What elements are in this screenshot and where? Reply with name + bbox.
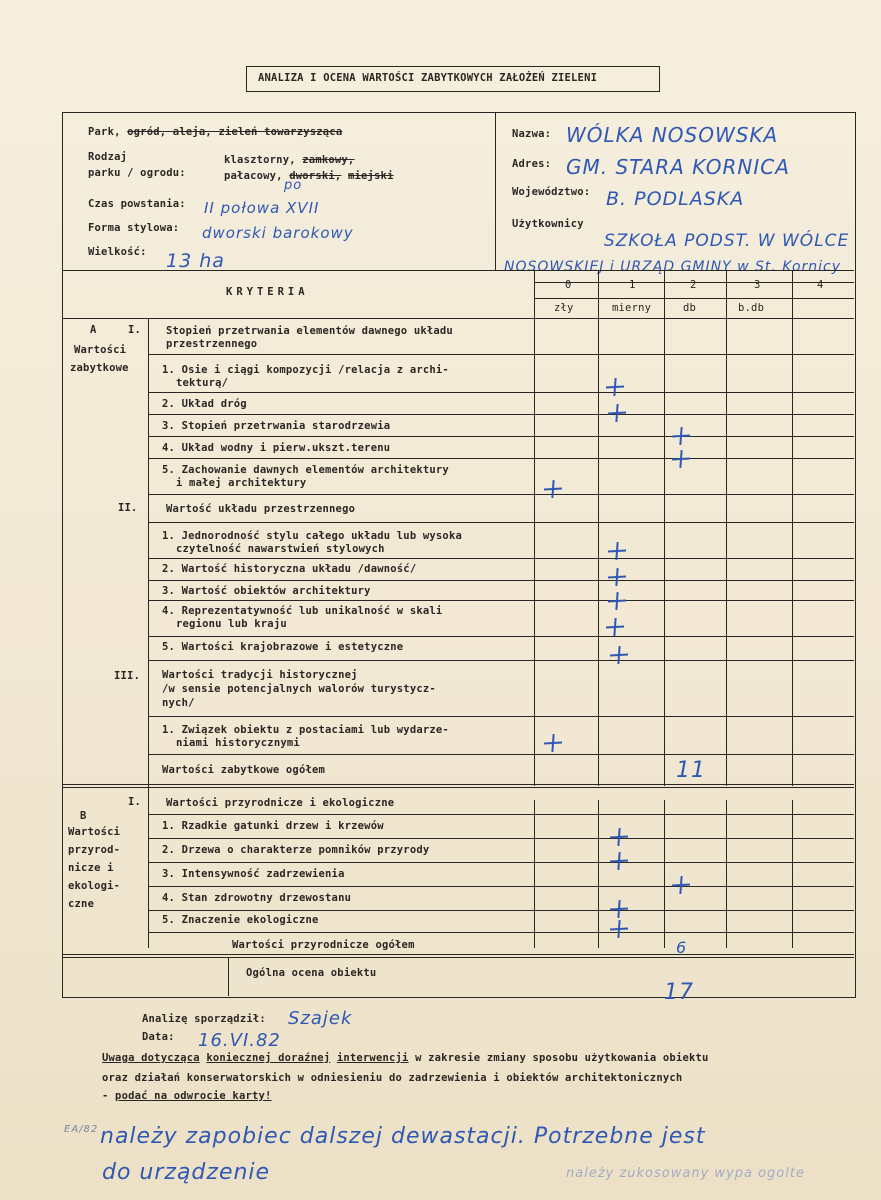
scale-col-3b: [726, 800, 727, 948]
scale-label-mierny: mierny: [612, 302, 652, 314]
crit-i-1a: 1. Osie i ciągi kompozycji /relacja z archi-: [162, 364, 449, 376]
check-mark-b-3: [672, 876, 690, 894]
row-line: [148, 910, 854, 911]
crit-i-1b: tekturą/: [176, 377, 229, 389]
section-b-name-1: Wartości: [68, 826, 121, 838]
scale-num-4: 4: [817, 279, 824, 291]
footer-note-line-2: oraz działań konserwatorskich w odniesieniu do zadrzewienia i obiektów architektonicznych: [102, 1072, 683, 1084]
crit-ii-1a: 1. Jednorodność stylu całego układu lub wysoka: [162, 530, 462, 542]
crit-b-5: 5. Znaczenie ekologiczne: [162, 914, 319, 926]
handwriting-uzytkownicy-1: SZKOŁA PODST. W WÓLCE: [604, 231, 850, 251]
handwriting-forma: dworski barokowy: [202, 224, 354, 242]
handwriting-pol: po: [284, 178, 303, 193]
signature: Szajek: [288, 1008, 353, 1029]
scale-label-line: [534, 298, 854, 299]
check-mark-b-4: [610, 900, 628, 918]
check-mark-b-2: [610, 852, 628, 870]
row-line: [148, 458, 854, 459]
check-mark-ii-2: [608, 568, 626, 586]
crit-ii-1b: czytelność nawarstwień stylowych: [176, 543, 385, 555]
check-mark-b-5: [610, 920, 628, 938]
row-line: [148, 862, 854, 863]
row-line: [148, 886, 854, 887]
kryteria-heading: KRYTERIA: [226, 286, 309, 298]
check-mark-b-1: [610, 828, 628, 846]
section-b-name-2: przyrod-: [68, 844, 121, 856]
handwriting-date: 16.VI.82: [198, 1030, 281, 1051]
label-uzytkownicy: Użytkownicy: [512, 218, 584, 230]
check-mark-ii-5: [610, 646, 628, 664]
row-line: [148, 414, 854, 415]
section-double-rule-2: [62, 954, 854, 958]
label-wielkosc: Wielkość:: [88, 246, 147, 258]
row-line: [148, 580, 854, 581]
crit-ii-3: 3. Wartość obiektów architektury: [162, 585, 371, 597]
section-b-name-3: nicze i: [68, 862, 114, 874]
handwriting-uzytkownicy-2: NOSOWSKIEJ i URZĄD GMINY w St. Kornicy: [504, 259, 842, 275]
label-forma-stylowa: Forma stylowa:: [88, 222, 180, 234]
option-palacowy: pałacowy, dworski, miejski: [224, 170, 394, 182]
group-iii-heading-2: /w sensie potencjalnych walorów turystycz-: [162, 683, 436, 695]
row-line: [148, 600, 854, 601]
scale-num-0: 0: [565, 279, 572, 291]
crit-b-2: 2. Drzewa o charakterze pomników przyrody: [162, 844, 430, 856]
header-vertical-divider: [495, 112, 496, 270]
check-mark-i-2: [608, 404, 626, 422]
scale-col-0b: [534, 800, 535, 948]
crit-i-4: 4. Układ wodny i pierw.ukszt.terenu: [162, 442, 391, 454]
handwriting-nazwa: WÓLKA NOSOWSKA: [566, 123, 779, 147]
section-label-column-divider: [148, 318, 149, 948]
crit-ii-5: 5. Wartości krajobrazowe i estetyczne: [162, 641, 404, 653]
crit-ii-4a: 4. Reprezentatywność lub unikalność w skali: [162, 605, 443, 617]
handwriting-note-1: należy zapobiec dalszej dewastacji. Potrzebne jest: [100, 1124, 706, 1149]
label-analize-sporzadzil: Analizę sporządził:: [142, 1013, 266, 1025]
overall-value: 17: [664, 980, 694, 1005]
handwriting-note-2: do urządzenie: [102, 1160, 271, 1185]
label-adres: Adres:: [512, 158, 552, 170]
crit-i-5b: i małej architektury: [176, 477, 307, 489]
kryteria-bottom-line: [62, 318, 854, 319]
section-b-name-4: ekologi-: [68, 880, 121, 892]
section-a-name-2: zabytkowe: [70, 362, 129, 374]
crit-i-5a: 5. Zachowanie dawnych elementów architektury: [162, 464, 449, 476]
crit-b-4: 4. Stan zdrowotny drzewostanu: [162, 892, 352, 904]
group-i-heading-1: Stopień przetrwania elementów dawnego układu: [166, 325, 453, 337]
check-mark-i-1: [606, 378, 624, 396]
check-mark-i-4: [672, 450, 690, 468]
row-line: [148, 392, 854, 393]
check-mark-i-5: [544, 480, 562, 498]
crit-i-3: 3. Stopień przetrwania starodrzewia: [162, 420, 391, 432]
section-a-roman-ii: II.: [118, 502, 138, 514]
scale-label-bdb: b.db: [738, 302, 765, 314]
section-a-roman-i: I.: [128, 324, 142, 336]
section-b-name-5: czne: [68, 898, 95, 910]
crit-b-1: 1. Rzadkie gatunki drzew i krzewów: [162, 820, 384, 832]
footer-note-line-3: - podać na odwrocie karty!: [102, 1090, 272, 1102]
row-line: [148, 494, 854, 495]
check-mark-i-3: [672, 427, 690, 445]
section-double-rule: [62, 784, 854, 788]
scale-col-2b: [664, 800, 665, 948]
total-b-value: 6: [676, 938, 688, 957]
label-park: Park, ogród, aleja, zieleń towarzysząca: [88, 126, 343, 138]
scale-label-zly: zły: [554, 302, 574, 314]
label-nazwa: Nazwa:: [512, 128, 552, 140]
handwriting-czas: II połowa XVII: [204, 199, 320, 217]
row-line: [148, 522, 854, 523]
label-data: Data:: [142, 1031, 175, 1043]
group-ii-heading: Wartość układu przestrzennego: [166, 503, 356, 515]
kryteria-top-line: [62, 270, 854, 271]
label-rodzaj: Rodzaj: [88, 151, 128, 163]
group-i-line: [148, 354, 854, 355]
row-line: [148, 814, 854, 815]
scale-col-2: [664, 270, 665, 786]
row-line: [148, 716, 854, 717]
total-a-label: Wartości zabytkowe ogółem: [162, 764, 326, 776]
scale-num-2: 2: [690, 279, 697, 291]
overall-divider-left: [228, 958, 229, 996]
label-parku-ogrodu: parku / ogrodu:: [88, 167, 186, 179]
crit-iii-1b: niami historycznymi: [176, 737, 300, 749]
check-mark-ii-4: [606, 618, 624, 636]
section-a-name-1: Wartości: [74, 344, 127, 356]
section-a-roman-iii: III.: [114, 670, 141, 682]
total-a-value: 11: [676, 758, 706, 783]
section-b-roman-i: I.: [128, 796, 142, 808]
overall-label: Ogólna ocena obiektu: [246, 967, 377, 979]
document-title: ANALIZA I OCENA WARTOŚCI ZABYTKOWYCH ZAŁOŻEŃ ZIELENI: [258, 72, 598, 84]
scale-col-0: [534, 270, 535, 786]
row-line: [148, 932, 854, 933]
section-b-letter: B: [80, 810, 87, 822]
scale-num-3: 3: [754, 279, 761, 291]
option-klasztorny: klasztorny, zamkowy,: [224, 154, 355, 166]
row-line: [148, 660, 854, 661]
footer-note-line-1: Uwaga dotycząca koniecznej doraźnej interwencji w zakresie zmiany sposobu użytkowania obiektu: [102, 1052, 709, 1064]
scale-col-1b: [598, 800, 599, 948]
group-b-heading: Wartości przyrodnicze i ekologiczne: [166, 797, 395, 809]
handwriting-wojewodztwo: B. PODLASKA: [606, 188, 745, 210]
row-line: [148, 838, 854, 839]
scale-col-1: [598, 270, 599, 786]
check-mark-ii-1: [608, 542, 626, 560]
handwriting-wielkosc: 13 ha: [166, 250, 225, 272]
total-b-label: Wartości przyrodnicze ogółem: [232, 939, 415, 951]
check-mark-ii-3: [608, 592, 626, 610]
scale-col-4: [792, 270, 793, 786]
group-i-heading-2: przestrzennego: [166, 338, 258, 350]
check-mark-iii-1: [544, 734, 562, 752]
row-line: [148, 436, 854, 437]
crit-ii-2: 2. Wartość historyczna układu /dawność/: [162, 563, 417, 575]
row-line: [148, 558, 854, 559]
crit-b-3: 3. Intensywność zadrzewienia: [162, 868, 345, 880]
section-a-letter: A: [90, 324, 97, 336]
handwriting-faded-reverse: należy zukosowany wypa ogolte: [566, 1166, 805, 1181]
handwriting-adres: GM. STARA KORNICA: [566, 155, 790, 179]
label-wojewodztwo: Województwo:: [512, 186, 591, 198]
row-line: [148, 636, 854, 637]
crit-iii-1a: 1. Związek obiektu z postaciami lub wydarze-: [162, 724, 449, 736]
scale-num-1: 1: [629, 279, 636, 291]
crit-ii-4b: regionu lub kraju: [176, 618, 287, 630]
row-line: [148, 754, 854, 755]
scale-label-db: db: [683, 302, 697, 314]
handwriting-margin-number: EA/82: [64, 1124, 99, 1135]
scale-col-4b: [792, 800, 793, 948]
group-iii-heading-1: Wartości tradycji historycznej: [162, 669, 358, 681]
scale-col-3: [726, 270, 727, 786]
label-czas-powstania: Czas powstania:: [88, 198, 186, 210]
group-iii-heading-3: nych/: [162, 697, 195, 709]
crit-i-2: 2. Układ dróg: [162, 398, 247, 410]
